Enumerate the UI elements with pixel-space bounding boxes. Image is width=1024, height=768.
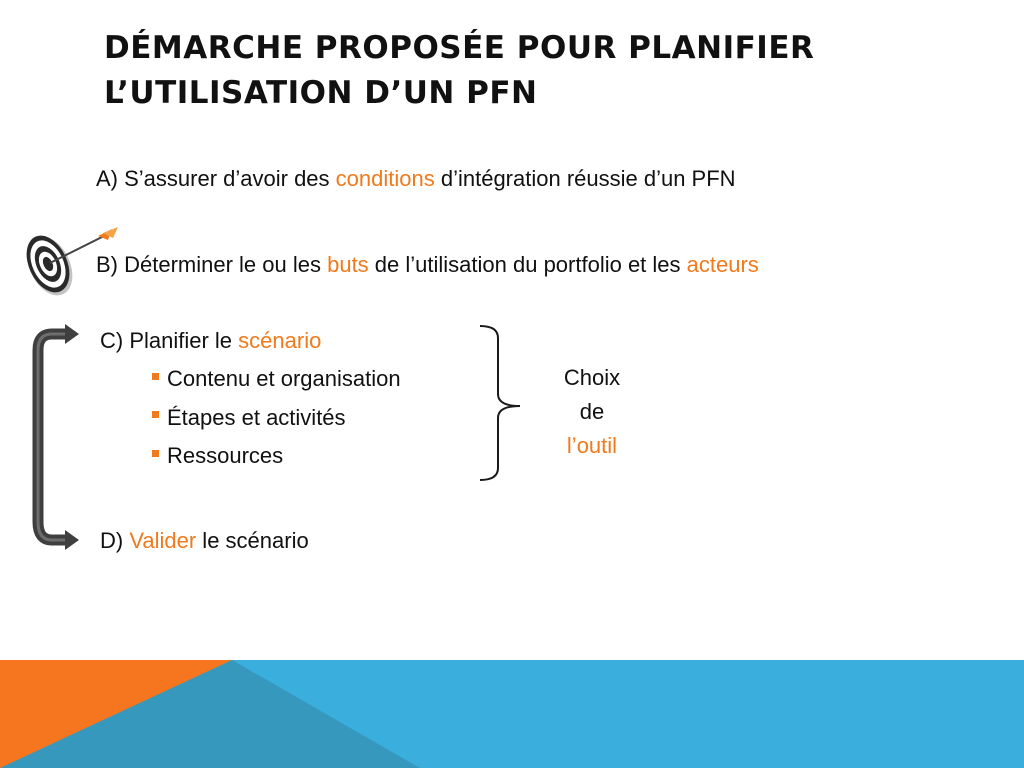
- step-c-prefix: C) Planifier le: [100, 328, 239, 353]
- list-item: [152, 364, 401, 403]
- slide-title: DÉMARCHE PROPOSÉE POUR PLANIFIER L’UTILISATION D’UN PFN: [104, 30, 815, 111]
- list-item: [152, 441, 401, 480]
- tool-choice-line1: Choix: [563, 365, 621, 390]
- list-item-label: Étapes et activités: [167, 404, 346, 430]
- loop-back-arrow-icon: [22, 324, 82, 556]
- step-a-prefix: A) S’assurer d’avoir des: [96, 166, 336, 191]
- step-b-highlight-buts: buts: [327, 252, 369, 277]
- step-b: [96, 252, 759, 278]
- right-curly-brace: [476, 322, 526, 486]
- step-b-prefix: B) Déterminer le ou les: [96, 252, 328, 277]
- step-c: [100, 328, 321, 354]
- step-d: [100, 528, 309, 554]
- square-bullet-icon: [152, 373, 159, 380]
- square-bullet-icon: [152, 411, 159, 418]
- tool-choice-line2: de: [579, 399, 605, 424]
- step-d-suffix: le scénario: [196, 528, 309, 553]
- step-a-highlight: conditions: [335, 166, 435, 191]
- tool-choice-line3: l’outil: [566, 433, 618, 458]
- step-c-list: [152, 364, 401, 480]
- list-item-label: Ressources: [167, 443, 284, 468]
- step-a-suffix: d’intégration réussie d’un PFN: [434, 166, 736, 191]
- step-d-prefix: D): [100, 528, 130, 553]
- square-bullet-icon: [152, 450, 159, 457]
- list-item: [152, 403, 401, 442]
- step-b-middle: de l’utilisation du portfolio et les: [368, 252, 687, 277]
- step-d-highlight: Valider: [129, 528, 197, 553]
- step-a: [96, 166, 736, 192]
- step-c-highlight: scénario: [238, 328, 322, 353]
- tool-choice: [540, 361, 644, 463]
- list-item-label: Contenu et organisation: [167, 366, 401, 391]
- footer-decoration: [0, 660, 1024, 768]
- step-b-highlight-acteurs: acteurs: [686, 252, 759, 277]
